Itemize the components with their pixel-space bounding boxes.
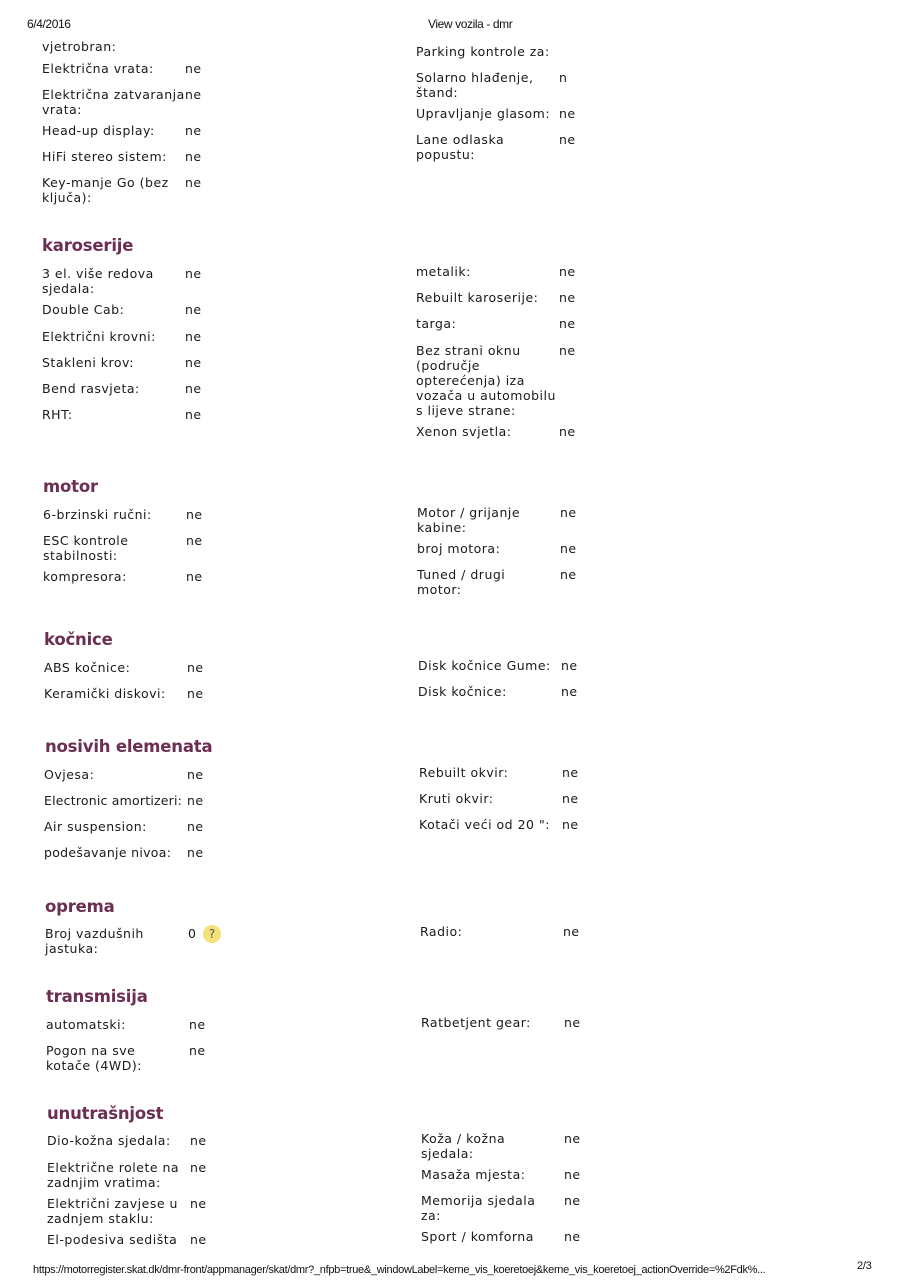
field-label: Električni krovni: (42, 329, 156, 344)
field-value: ne (186, 569, 203, 584)
field-value: ne (185, 302, 202, 317)
field-value: ne (559, 343, 576, 358)
field-value: ne (190, 1160, 207, 1175)
field-value: ne (185, 329, 202, 344)
section-heading-nosivih-elemenata: nosivih elemenata (45, 737, 213, 756)
section-heading-motor: motor (43, 477, 98, 496)
field-value: ne (563, 924, 580, 939)
field-label: Parking kontrole za: (416, 44, 550, 59)
field-label: broj motora: (417, 541, 501, 556)
field-value: ne (186, 507, 203, 522)
section-heading-transmisija: transmisija (46, 987, 148, 1006)
field-label: Ovjesa: (44, 767, 95, 782)
field-label: metalik: (416, 264, 471, 279)
field-value: ne (562, 791, 579, 806)
field-value: ne (185, 407, 202, 422)
field-label: 6-brzinski ručni: (43, 507, 152, 522)
field-label: RHT: (42, 407, 73, 422)
field-label: Bend rasvjeta: (42, 381, 140, 396)
field-value: ne (564, 1193, 581, 1208)
field-value: ne (185, 355, 202, 370)
field-value: ne (564, 1015, 581, 1030)
field-value: ne (187, 819, 204, 834)
field-label: HiFi stereo sistem: (42, 149, 167, 164)
field-value: ne (190, 1196, 207, 1211)
field-label: Električni zavjese u zadnjem staklu: (47, 1196, 178, 1226)
field-label: 3 el. više redova sjedala: (42, 266, 154, 296)
field-label: Bez strani oknu (područje opterećenja) iza vozača u automobilu s lijeve strane: (416, 343, 556, 418)
field-value: ne (559, 132, 576, 147)
field-value: ne (190, 1133, 207, 1148)
field-label: Stakleni krov: (42, 355, 134, 370)
field-label: Head-up display: (42, 123, 155, 138)
field-value: ne (187, 845, 204, 860)
field-label: Kruti okvir: (419, 791, 494, 806)
field-label: Solarno hlađenje, štand: (416, 70, 534, 100)
field-value: ne (189, 1017, 206, 1032)
field-value: ne (562, 765, 579, 780)
field-value: 0 (188, 926, 197, 941)
field-value: ne (185, 381, 202, 396)
field-value: ne (187, 767, 204, 782)
field-label: Disk kočnice Gume: (418, 658, 551, 673)
field-value: ne (564, 1131, 581, 1146)
field-value: ne (564, 1167, 581, 1182)
field-label: vjetrobran: (42, 39, 117, 54)
field-label: Upravljanje glasom: (416, 106, 551, 121)
page-number: 2/3 (857, 1260, 872, 1272)
field-value: ne (559, 316, 576, 331)
field-value: ne (185, 87, 202, 102)
field-value: ne (185, 266, 202, 281)
print-date: 6/4/2016 (27, 17, 71, 31)
field-label: Motor / grijanje kabine: (417, 505, 521, 535)
field-value: ne (562, 817, 579, 832)
field-value: ne (561, 658, 578, 673)
field-label: Pogon na sve kotače (4WD): (46, 1043, 142, 1073)
field-label: Lane odlaska popustu: (416, 132, 505, 162)
field-label: Rebuilt okvir: (419, 765, 509, 780)
field-value: ne (185, 175, 202, 190)
field-label: Electronic amortizeri: (44, 793, 183, 808)
field-value: ne (187, 686, 204, 701)
field-label: ABS kočnice: (44, 660, 131, 675)
field-label: Key-manje Go (bez ključa): (42, 175, 169, 205)
field-value: ne (560, 505, 577, 520)
field-label: Kotači veći od 20 ": (419, 817, 550, 832)
page-title: View vozila - dmr (428, 17, 513, 31)
field-label: Memorija sjedala za: (421, 1193, 536, 1223)
section-heading-oprema: oprema (45, 897, 115, 916)
field-value: n (559, 70, 568, 85)
field-value: ne (564, 1229, 581, 1244)
field-label: Električne rolete na zadnjim vratima: (47, 1160, 180, 1190)
field-value: ne (185, 61, 202, 76)
field-value: ne (560, 541, 577, 556)
field-label: Ratbetjent gear: (421, 1015, 531, 1030)
field-label: El-podesiva sedišta (47, 1232, 178, 1247)
section-heading-kocnice: kočnice (44, 630, 113, 649)
field-label: Električna zatvaranja vrata: (42, 87, 185, 117)
field-value: ne (189, 1043, 206, 1058)
field-label: Sport / komforna (421, 1229, 534, 1244)
field-value: ne (561, 684, 578, 699)
field-label: Xenon svjetla: (416, 424, 512, 439)
field-label: Disk kočnice: (418, 684, 507, 699)
field-value: ne (187, 660, 204, 675)
field-label: Dio-kožna sjedala: (47, 1133, 171, 1148)
field-value: ne (186, 533, 203, 548)
field-value: ne (185, 123, 202, 138)
field-value: ne (185, 149, 202, 164)
field-value: ne (559, 264, 576, 279)
field-label: Koža / kožna sjedala: (421, 1131, 506, 1161)
field-value: ne (190, 1232, 207, 1247)
section-heading-karoserije: karoserije (42, 236, 134, 255)
field-label: kompresora: (43, 569, 127, 584)
field-value: ne (559, 106, 576, 121)
field-label: Air suspension: (44, 819, 147, 834)
field-label: Rebuilt karoserije: (416, 290, 539, 305)
field-label: Double Cab: (42, 302, 125, 317)
field-label: Keramički diskovi: (44, 686, 166, 701)
field-label: automatski: (46, 1017, 126, 1032)
field-label: Masaža mjesta: (421, 1167, 526, 1182)
field-value: ne (559, 290, 576, 305)
field-value: ne (559, 424, 576, 439)
page-url: https://motorregister.skat.dk/dmr-front/appmanager/skat/dmr?_nfpb=true&_windowLabel=kerne_vis_koeretoej&kerne_vis_koeretoej_actionOverride=%2Fdk%... (33, 1264, 766, 1276)
field-label: Radio: (420, 924, 463, 939)
field-label: Broj vazdušnih jastuka: (45, 926, 144, 956)
section-heading-unutrasnjost: unutrašnjost (47, 1104, 164, 1123)
field-label: podešavanje nivoa: (44, 845, 172, 860)
field-value: ne (560, 567, 577, 582)
field-label: targa: (416, 316, 457, 331)
help-icon[interactable]: ? (203, 925, 221, 943)
field-label: Električna vrata: (42, 61, 154, 76)
field-value: ne (187, 793, 204, 808)
field-label: Tuned / drugi motor: (417, 567, 506, 597)
field-label: ESC kontrole stabilnosti: (43, 533, 129, 563)
